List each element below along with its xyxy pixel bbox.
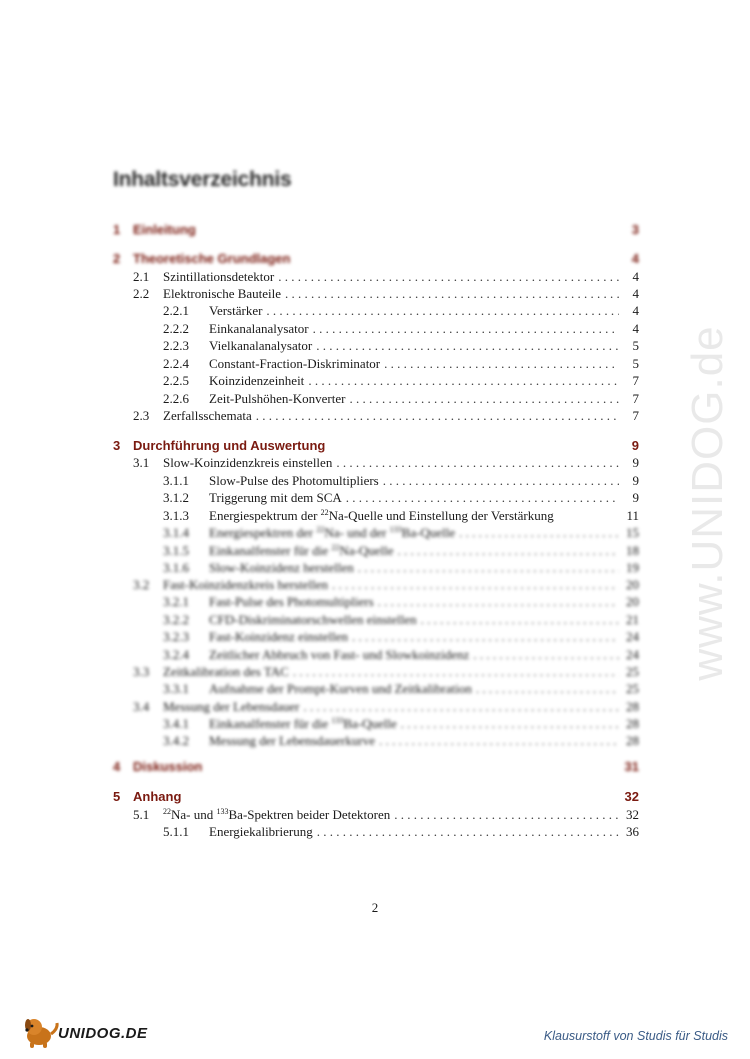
toc-dot-leader: [336, 454, 619, 471]
toc-entry-label: Aufnahme der Prompt-Kurven und Zeitkalibration: [209, 681, 472, 696]
toc-entry-label: Vielkanalanalysator: [209, 338, 313, 353]
toc-entry[interactable]: [113, 823, 639, 840]
toc-entry-label-part: Energiespektrum der: [209, 508, 321, 523]
toc-entry-label: Slow-Koinzidenzkreis einstellen: [163, 455, 333, 470]
toc-entry-label: Zeitkalibration des TAC: [163, 664, 289, 679]
toc-dot-leader: [398, 542, 619, 559]
toc-entry-label-part: Ba-Spektren beider Detektoren: [228, 807, 391, 822]
toc-dot-leader: [313, 320, 619, 337]
isotope-mass-number: 22: [316, 525, 325, 534]
toc-entry-label: Einleitung: [133, 222, 196, 237]
toc-entry-label: Diskussion: [133, 759, 203, 774]
toc-entry[interactable]: [113, 372, 639, 389]
toc-entry[interactable]: [113, 806, 639, 823]
toc-dot-leader: [352, 628, 619, 645]
toc-entry-page: 25: [626, 681, 639, 696]
toc-entry-number: 2.2.1: [163, 303, 189, 318]
toc-entry[interactable]: [113, 454, 639, 471]
toc-entry-number: 1: [113, 222, 121, 237]
toc-entry[interactable]: [113, 507, 639, 524]
toc-entry-page: 21: [626, 612, 639, 627]
toc-entry-page: 4: [632, 286, 639, 301]
toc-entry-page: 7: [632, 373, 639, 388]
toc-entry-label: [163, 806, 390, 823]
toc-entry-page: 31: [624, 759, 639, 774]
toc-entry-label: Elektronische Bauteile: [163, 286, 282, 301]
toc-entry-number: 5.1.1: [163, 824, 189, 839]
toc-dot-leader: [256, 407, 619, 424]
toc-entry-page: 9: [631, 438, 639, 453]
toc-entry-number: 2.2.5: [163, 373, 189, 388]
toc-entry-label: [209, 715, 397, 732]
toc-entry-page: 19: [626, 560, 639, 575]
toc-entry-label: Energiekalibrierung: [209, 824, 313, 839]
toc-entry[interactable]: [113, 680, 639, 697]
toc-entry-label-part: Na- und: [171, 807, 217, 822]
toc-entry-page: 36: [626, 824, 639, 839]
footer-slogan: Klausurstoff von Studis für Studis: [543, 1029, 728, 1043]
toc-entry-label-part: Einkanalfenster für die: [209, 543, 332, 558]
toc-dot-leader: [303, 698, 619, 715]
toc-entry-number: 3.2: [133, 577, 150, 592]
toc-dot-leader: [266, 302, 619, 319]
toc-entry-page: 28: [626, 716, 639, 731]
toc-entry[interactable]: [113, 559, 639, 576]
toc-entry-number: 2.2.2: [163, 321, 189, 336]
toc-entry-number: 2.1: [133, 269, 150, 284]
toc-entry[interactable]: [113, 593, 639, 610]
toc-dot-leader: [421, 611, 619, 628]
toc-entry-number: 3.2.4: [163, 647, 189, 662]
toc-dot-leader: [317, 823, 619, 840]
toc-dot-leader: [379, 732, 619, 749]
toc-dot-leader: [394, 806, 619, 823]
toc-entry-label: Messung der Lebensdauer: [163, 699, 300, 714]
toc-entry-label: [209, 524, 455, 541]
toc-entry[interactable]: [113, 542, 639, 559]
toc-entry[interactable]: [113, 250, 639, 267]
toc-entry-page: 15: [626, 525, 639, 540]
toc-entry-number: 3.2.3: [163, 629, 189, 644]
toc-entry-label: Zeitlicher Abbruch von Fast- und Slowkoinzidenz: [209, 647, 470, 662]
toc-entry-number: 3.1.5: [163, 543, 189, 558]
toc-dot-leader: [332, 576, 619, 593]
toc-entry-number: 3.1.2: [163, 490, 189, 505]
toc-dot-leader: [358, 559, 619, 576]
toc-entry-label-part: Na-Quelle: [339, 543, 394, 558]
toc-entry-page: 7: [632, 391, 639, 406]
toc-entry-page: 5: [632, 338, 639, 353]
toc-entry-label: Constant-Fraction-Diskriminator: [209, 356, 381, 371]
toc-entry-label: CFD-Diskriminatorschwellen einstellen: [209, 612, 417, 627]
toc-entry-number: 3: [113, 438, 121, 453]
toc-entry[interactable]: [113, 337, 639, 354]
toc-entry-page: 3: [631, 222, 639, 237]
toc-entry-page: 32: [624, 789, 639, 804]
toc-entry-label: [209, 542, 394, 559]
isotope-mass-number: 133: [216, 807, 229, 816]
toc-entry-number: 3.3.1: [163, 681, 189, 696]
dog-icon: [22, 1015, 62, 1049]
toc-entry[interactable]: [113, 355, 639, 372]
toc-dot-leader: [476, 680, 619, 697]
page-number: 2: [371, 900, 379, 915]
toc-entry[interactable]: [113, 698, 639, 715]
toc-dot-leader: [349, 390, 619, 407]
isotope-mass-number: 133: [331, 716, 344, 725]
toc-entry-label: Fast-Koinzidenzkreis herstellen: [163, 577, 328, 592]
toc-entry-number: 3.4.2: [163, 733, 189, 748]
toc-entry-page: 4: [632, 269, 639, 284]
isotope-mass-number: 133: [389, 525, 402, 534]
toc-entry[interactable]: [113, 576, 639, 593]
toc-entry-number: 3.1.3: [163, 508, 189, 523]
toc-entry-page: 20: [626, 594, 639, 609]
toc-entry-number: 3.4.1: [163, 716, 189, 731]
toc-dot-leader: [278, 268, 619, 285]
toc-entry[interactable]: [113, 268, 639, 285]
toc-entry[interactable]: [113, 472, 639, 489]
watermark-text: www.UNIDOG.de: [683, 325, 732, 681]
toc-entry-page: 28: [626, 733, 639, 748]
toc-entry-page: 4: [632, 303, 639, 318]
toc-entry-page: 9: [632, 473, 639, 488]
toc-entry-page: 4: [631, 251, 639, 266]
toc-entry-label: Zeit-Pulshöhen-Konverter: [209, 391, 346, 406]
toc-entry-label: Fast-Pulse des Photomultipliers: [209, 594, 374, 609]
toc-entry-label: Zerfallsschemata: [163, 408, 252, 423]
toc-entry-label-part: Na-Quelle und Einstellung der Verstärkung: [328, 508, 554, 523]
toc-entry-label-part: Einkanalfenster für die: [209, 716, 332, 731]
toc-entry[interactable]: [113, 285, 639, 302]
toc-entry[interactable]: [113, 758, 639, 775]
watermark: [683, 278, 732, 728]
toc-entry-page: 28: [626, 699, 639, 714]
toc-entry-page: 32: [626, 807, 639, 822]
toc-title: Inhaltsverzeichnis: [113, 168, 292, 191]
toc-entry-label: [209, 507, 554, 524]
toc-entry[interactable]: [113, 663, 639, 680]
toc-entry-page: 11: [626, 508, 639, 523]
toc-dot-leader: [384, 355, 619, 372]
toc-dot-leader: [459, 524, 619, 541]
toc-dot-leader: [293, 663, 619, 680]
toc-entry-number: 2: [113, 251, 121, 266]
toc-entry-label: Theoretische Grundlagen: [133, 251, 291, 266]
isotope-mass-number: 22: [320, 508, 329, 517]
toc-dot-leader: [401, 715, 619, 732]
toc-entry-page: 24: [626, 647, 639, 662]
toc-entry-label: Einkanalanalysator: [209, 321, 309, 336]
toc-entry-label: Verstärker: [209, 303, 263, 318]
toc-entry[interactable]: [113, 489, 639, 506]
toc-entry-label-part: Energiespektren der: [209, 525, 317, 540]
isotope-mass-number: 22: [163, 807, 171, 816]
toc-entry[interactable]: [113, 715, 639, 732]
toc-entry-label: Koinzidenzeinheit: [209, 373, 305, 388]
toc-entry-label: Slow-Koinzidenz herstellen: [209, 560, 354, 575]
toc-entry-label-part: Na- und der: [324, 525, 390, 540]
toc-dot-leader: [308, 372, 619, 389]
toc-entry-label-part: Ba-Quelle: [401, 525, 456, 540]
toc-entry[interactable]: [113, 302, 639, 319]
toc-entry[interactable]: [113, 646, 639, 663]
toc-entry-label: Fast-Koinzidenz einstellen: [209, 629, 348, 644]
isotope-mass-number: 22: [331, 543, 340, 552]
toc-entry-label: Slow-Pulse des Photomultipliers: [209, 473, 379, 488]
toc-entry-number: 2.2.6: [163, 391, 189, 406]
toc-entry-page: 7: [632, 408, 639, 423]
toc-entry-label: Triggerung mit dem SCA: [209, 490, 342, 505]
toc-entry-number: 2.3: [133, 408, 150, 423]
logo-text: UNIDOG.DE: [58, 1025, 148, 1042]
toc-dot-leader: [285, 285, 619, 302]
toc-entry-page: 9: [632, 490, 639, 505]
toc-entry[interactable]: [113, 407, 639, 424]
toc-entry-page: 18: [626, 543, 639, 558]
toc-dot-leader: [383, 472, 619, 489]
toc-entry-label-part: Ba-Quelle: [343, 716, 397, 731]
toc-entry[interactable]: [113, 221, 639, 238]
toc-entry-page: 20: [626, 577, 639, 592]
toc-entry-number: 3.2.1: [163, 594, 189, 609]
toc-entry-number: 3.4: [133, 699, 150, 714]
toc-entry-number: 3.1.1: [163, 473, 189, 488]
toc-entry-page: 24: [626, 629, 639, 644]
toc-entry-number: 3.3: [133, 664, 150, 679]
toc-entry[interactable]: [113, 732, 639, 749]
toc-entry[interactable]: [113, 628, 639, 645]
toc-entry-number: 3.1.6: [163, 560, 189, 575]
toc-entry-number: 2.2.3: [163, 338, 189, 353]
toc-entry[interactable]: [113, 524, 639, 541]
toc-entry-number: 5: [113, 789, 121, 804]
toc-dot-leader: [316, 337, 619, 354]
toc-entry-label: Messung der Lebensdauerkurve: [209, 733, 376, 748]
toc-entry-number: 2.2: [133, 286, 150, 301]
toc-entry-page: 9: [632, 455, 639, 470]
toc-dot-leader: [346, 489, 619, 506]
toc-entry[interactable]: [113, 437, 639, 454]
toc-entry-page: 25: [626, 664, 639, 679]
toc-entry[interactable]: [113, 390, 639, 407]
toc-entry-number: 4: [113, 759, 121, 774]
toc-entry-page: 5: [632, 356, 639, 371]
toc-dot-leader: [378, 593, 619, 610]
toc-dot-leader: [473, 646, 619, 663]
unidog-logo[interactable]: [22, 1015, 152, 1049]
toc-entry-number: 5.1: [133, 807, 150, 822]
toc-entry[interactable]: [113, 788, 639, 805]
toc-entry-label: Szintillationsdetektor: [163, 269, 275, 284]
toc-entry-label: Anhang: [133, 789, 182, 804]
toc-entry-number: 3.1.4: [163, 525, 189, 540]
toc-entry[interactable]: [113, 320, 639, 337]
toc-entry[interactable]: [113, 611, 639, 628]
toc-entry-label: Durchführung und Auswertung: [133, 438, 326, 453]
toc-entry-number: 3.1: [133, 455, 150, 470]
toc-entry-page: 4: [632, 321, 639, 336]
toc-entry-number: 3.2.2: [163, 612, 189, 627]
toc-entry-number: 2.2.4: [163, 356, 189, 371]
